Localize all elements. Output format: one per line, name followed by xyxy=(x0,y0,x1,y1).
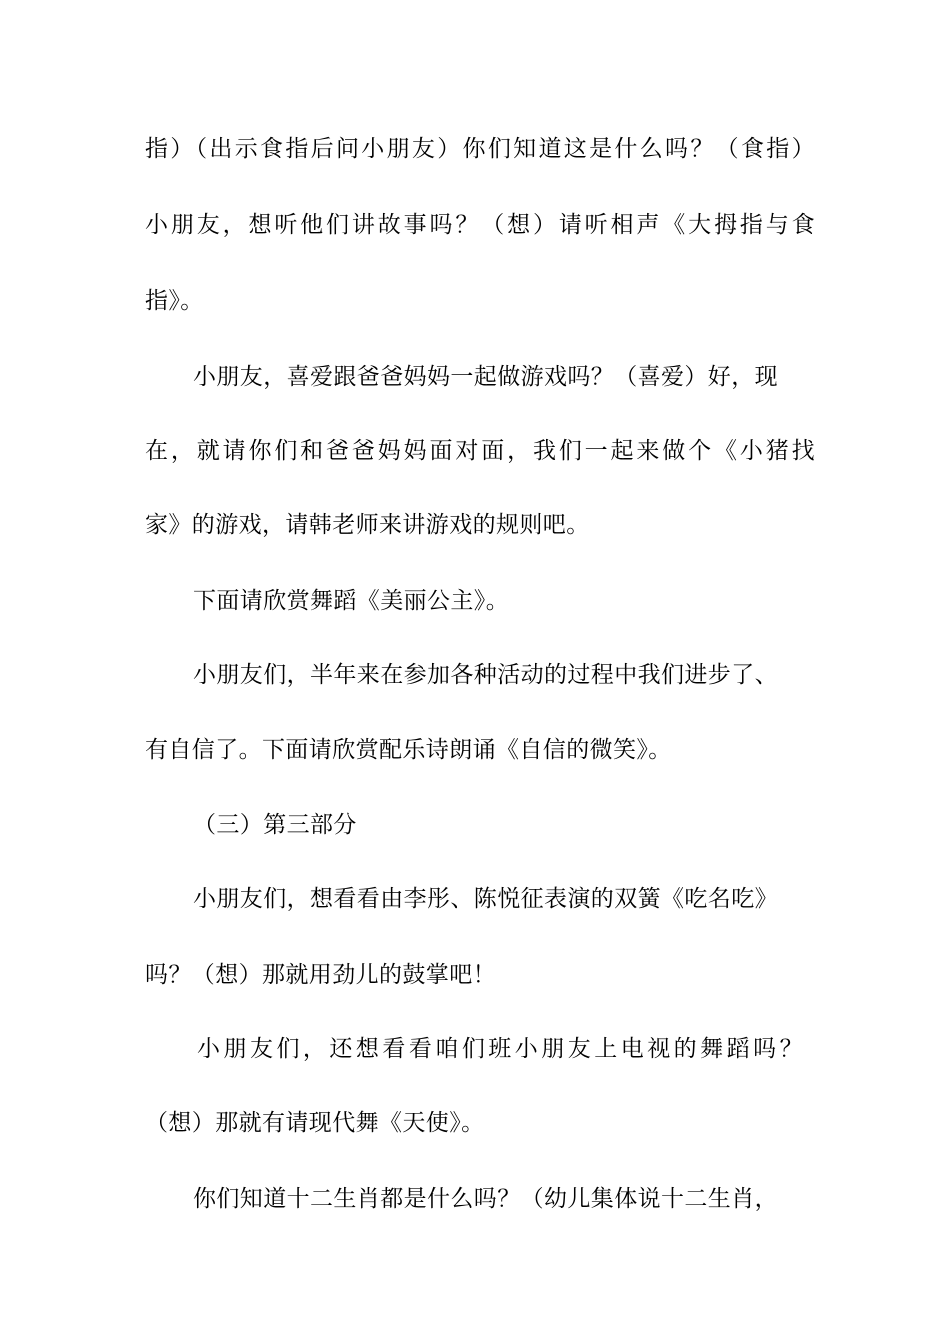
text-line: 有自信了。下面请欣赏配乐诗朗诵《自信的微笑》。 xyxy=(145,737,672,763)
paragraph-start-line: 你们知道十二生肖都是什么吗？（幼儿集体说十二生肖， xyxy=(193,1186,778,1212)
text-line: 家》的游戏，请韩老师来讲游戏的规则吧。 xyxy=(145,512,590,538)
paragraph-start-line: 小朋友们，还想看看咱们班小朋友上电视的舞蹈吗？ xyxy=(197,1036,803,1062)
paragraph-start-line: 下面请欣赏舞蹈《美丽公主》。 xyxy=(193,588,510,614)
text-line: 指）（出示食指后问小朋友）你们知道这是什么吗？（食指） xyxy=(145,136,815,162)
text-line: 小朋友，想听他们讲故事吗？（想）请听相声《大拇指与食 xyxy=(145,212,815,238)
section-heading: （三）第三部分 xyxy=(193,812,357,838)
text-line: 吗？（想）那就用劲儿的鼓掌吧！ xyxy=(145,962,496,988)
text-line: 指》。 xyxy=(145,288,204,314)
paragraph-start-line: 小朋友们，半年来在参加各种活动的过程中我们进步了、 xyxy=(193,662,778,688)
paragraph-start-line: 小朋友，喜爱跟爸爸妈妈一起做游戏吗？（喜爱）好，现 xyxy=(193,364,778,390)
paragraph-start-line: 小朋友们，想看看由李彤、陈悦征表演的双簧《吃名吃》 xyxy=(193,886,778,912)
text-line: （想）那就有请现代舞《天使》。 xyxy=(145,1110,485,1136)
text-line: 在，就请你们和爸爸妈妈面对面，我们一起来做个《小猪找 xyxy=(145,438,815,464)
